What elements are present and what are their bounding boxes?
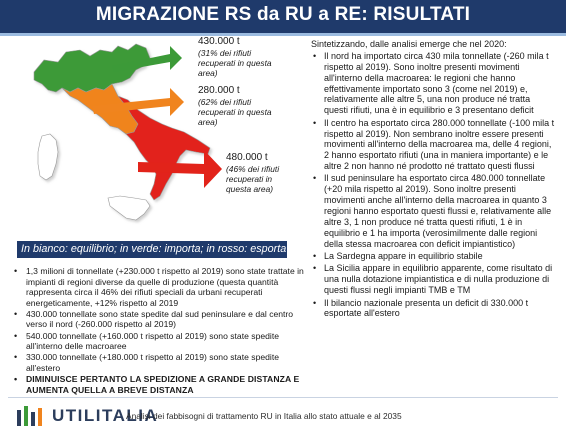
callout-sud (226, 153, 298, 194)
list-item: • Il nord ha importato circa 430 mila tonnellate (-260 mila t rispetto al 2019). Sono inoltre presenti movimenti all'interno della macroarea: le regioni che hanno effettivamente importato sono 3 (come nel 2019) e, relativamente alle altre 5, una non produce né tratta questi rifiuti, una è in equilibrio e 3 presentano deficit (313, 51, 556, 116)
callout-nord (198, 37, 278, 78)
callout-nord-note: (31% dei rifiuti recuperati in questa area) (198, 48, 272, 78)
callout-centro-note: (62% dei rifiuti recuperati in questa area) (198, 97, 272, 127)
logo-text: UTILITALIA (52, 406, 159, 425)
callout-sud-note: (46% dei rifiuti recuperati in questa area) (226, 164, 280, 194)
list-item: • 1,3 milioni di tonnellate (+230.000 t rispetto al 2019) sono state trattate in impianti di regioni diverse da quelle di produzione (questa quantità rappresenta circa il 46% dei rifiuti speciali da urbani recuperati energeticamente, +12% rispetto al 2019 (8, 266, 304, 308)
callout-sud-amount: 480.000 t (226, 152, 268, 163)
footer-caption: Analisi dei fabbisogni di trattamento RU in Italia allo stato attuale e al 2035 (126, 411, 402, 421)
left-bullet-list (8, 266, 304, 396)
callout-centro-amount: 280.000 t (198, 85, 240, 96)
region-sicilia (108, 196, 150, 220)
region-sud (118, 96, 210, 200)
list-item-conclusion: • DIMINUISCE PERTANTO LA SPEDIZIONE A GRANDE DISTANZA E AUMENTA QUELLA A BREVE DISTANZA (8, 374, 304, 395)
utilitalia-bars-logo-icon (14, 404, 46, 428)
list-item: • 330.000 tonnellate (+180.000 t rispetto al 2019) sono state spedite all'estero (8, 352, 304, 373)
region-sardegna (38, 134, 58, 180)
utilitalia-logo (14, 404, 159, 428)
summary-bullet-list (313, 51, 556, 321)
map-legend: In bianco: equilibrio; in verde: importa; in rosso: esporta (17, 241, 287, 258)
footer-divider (8, 397, 558, 398)
list-item: • La Sicilia appare in equilibrio apparente, come risultato di una nulla dotazione impiantistica e di nulla produzione di questi flussi negli impianti TMB e TM (313, 263, 556, 296)
page-title: MIGRAZIONE RS da RU a RE: RISULTATI (95, 4, 471, 25)
list-item: • 540.000 tonnellate (+160.000 t rispetto al 2019) sono state spedite all'interno delle macroaree (8, 331, 304, 352)
list-item: • 430.000 tonnellate sono state spedite dal sud peninsulare e dal centro verso il nord (-260.000 rispetto al 2019) (8, 309, 304, 330)
list-item: • Il centro ha esportato circa 280.000 tonnellate (-100 mila t rispetto al 2019). Non sembrano inoltre essere presenti movimenti all'interno della macroarea ma, delle 4 regioni, 2 hanno esportato rifiuti (una in maniera importante) e le altre 2 non hanno né prodotto né trattato questi flussi (313, 118, 556, 172)
list-item: • La Sardegna appare in equilibrio stabile (313, 251, 556, 262)
list-item: • Il bilancio nazionale presenta un deficit di 330.000 t esportate all'estero (313, 298, 556, 320)
callout-centro (198, 86, 278, 127)
summary-intro: Sintetizzando, dalle analisi emerge che nel 2020: (311, 39, 507, 49)
callout-nord-amount: 430.000 t (198, 36, 240, 47)
list-item: • Il sud peninsulare ha esportato circa 480.000 tonnellate (+20 mila rispetto al 2019). Sono inoltre presenti movimenti anche all'interno della macroarea in quanto 3 regioni hanno esportato questi flussi e, relativamente alle altre 3, 1 non produce né tratta questi rifiuti, 1 è in equilibrio e 1 ha importa (verosimilmente dalle regioni della stessa macroarea con deficit impiantistico) (313, 173, 556, 249)
